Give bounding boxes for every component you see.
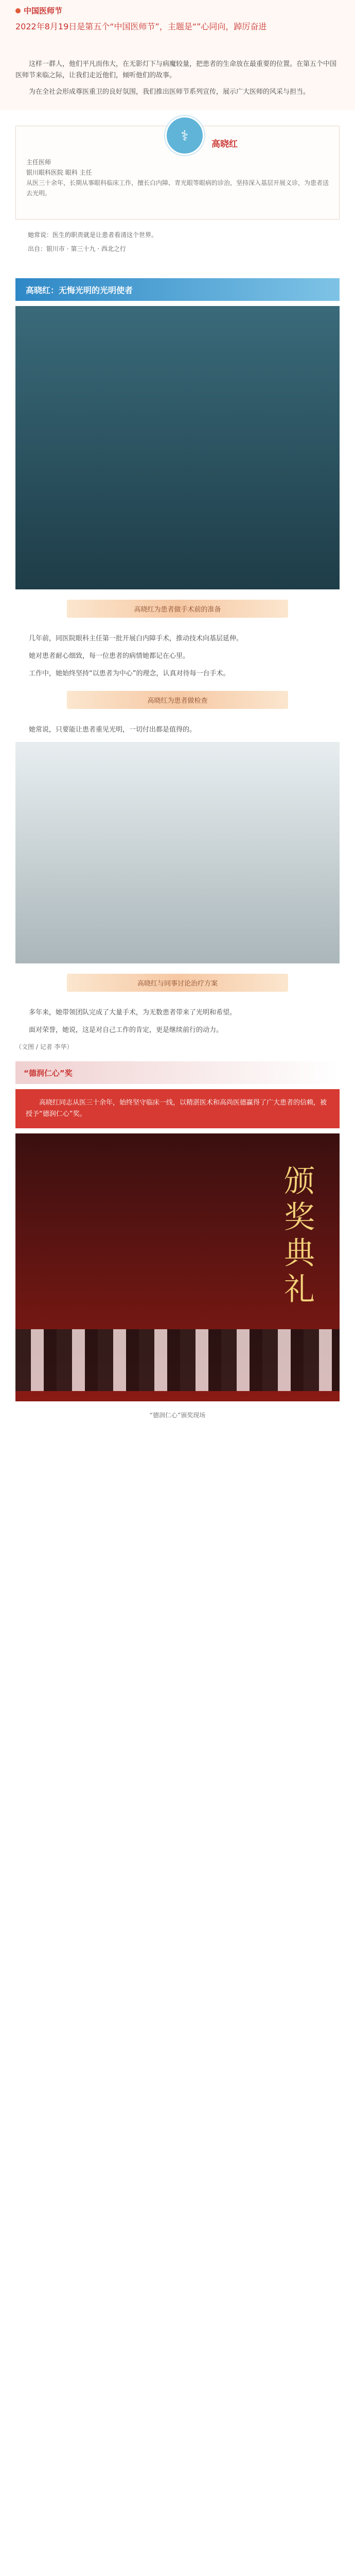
body-section-1 <box>0 633 355 680</box>
stage-people <box>15 1329 340 1391</box>
body-paragraph-6: 面对荣誉，她说，这是对自己工作的肯定，更是继续前行的动力。 <box>29 1026 223 1034</box>
prize-title: “德润仁心”奖 <box>15 1061 340 1084</box>
doctor-info <box>26 157 92 178</box>
headline-tail: ”心同向，踔厉奋进 <box>197 22 267 31</box>
body-paragraph-5: 多年来，她带领团队完成了大量手术，为无数患者带来了光明和希望。 <box>29 1009 237 1016</box>
quote-block <box>0 225 355 263</box>
top-banner <box>0 0 355 52</box>
intro-paragraph-1: 这样一群人，他们平凡而伟大，在无影灯下与病魔较量，把患者的生命放在最重要的位置。在第五个中国医师节来临之际，让我们走近他们，倾听他们的故事。 <box>15 60 337 79</box>
signature: （文图 / 记者 李华） <box>15 1043 73 1050</box>
photo-examination <box>15 742 340 963</box>
prize-text: 高晓红同志从医三十余年，始终坚守临床一线，以精湛医术和高尚医德赢得了广大患者的信赖，被授予“德润仁心”奖。 <box>26 1099 327 1118</box>
doctor-profile-card <box>15 126 340 219</box>
photo-surgery <box>15 306 340 589</box>
body-section-2 <box>0 724 355 736</box>
body-paragraph-2: 她对患者耐心细致，每一位患者的病情她都记在心里。 <box>29 652 190 660</box>
section-title: 高晓红：无悔光明的光明使者 <box>15 278 340 301</box>
doctor-bio: 从医三十余年，长期从事眼科临床工作，擅长白内障、青光眼等眼病的诊治，坚持深入基层开展义诊，为患者送去光明。 <box>26 179 329 197</box>
doctor-dept: 银川眼科医院 眼科 主任 <box>26 169 92 176</box>
intro-paragraph-2: 为在全社会形成尊医重卫的良好氛围，我们推出医师节系列宣传，展示广大医师的风采与担当。 <box>29 88 310 96</box>
tag-dot-icon <box>15 8 21 13</box>
intro-section <box>0 52 355 110</box>
body-paragraph-3: 工作中，她始终坚持“以患者为中心”的理念，认真对待每一台手术。 <box>29 670 230 677</box>
caption-2: 高晓红为患者做检查 <box>67 691 288 709</box>
footer-caption: “德润仁心”颁奖现场 <box>149 1412 206 1419</box>
body-section-3 <box>0 1007 355 1036</box>
body-paragraph-1: 几年前，同医院眼科主任第一批开展白内障手术，推动技术向基层延伸。 <box>29 635 243 642</box>
quote-paragraph-1: 她常说：医生的职责就是让患者看清这个世界。 <box>28 231 158 239</box>
award-stage-photo <box>15 1133 340 1401</box>
photo-surgery-image <box>15 306 340 589</box>
body-paragraph-4: 她常说，只要能让患者重见光明，一切付出都是值得的。 <box>29 726 197 734</box>
tag-line <box>15 5 340 16</box>
avatar: ⚕ <box>165 116 204 155</box>
prize-text-box <box>15 1089 340 1128</box>
quote-paragraph-2: 出自：银川市 · 第三十九 · 西北之行 <box>28 245 126 252</box>
caption-3: 高晓红与同事讨论治疗方案 <box>67 974 288 992</box>
doctor-title: 主任医师 <box>26 159 51 166</box>
tag-text: 中国医师节 <box>24 6 63 15</box>
stage-banner: 颁奖典礼 <box>279 1164 315 1309</box>
doctor-name: 高晓红 <box>211 139 238 149</box>
headline <box>15 20 340 33</box>
headline-text: 2022年8月19日是第五个“中国医师节”，主题是“ <box>15 22 197 31</box>
photo-examination-image <box>15 742 340 963</box>
caption-1: 高晓红为患者做手术前的准备 <box>67 600 288 618</box>
